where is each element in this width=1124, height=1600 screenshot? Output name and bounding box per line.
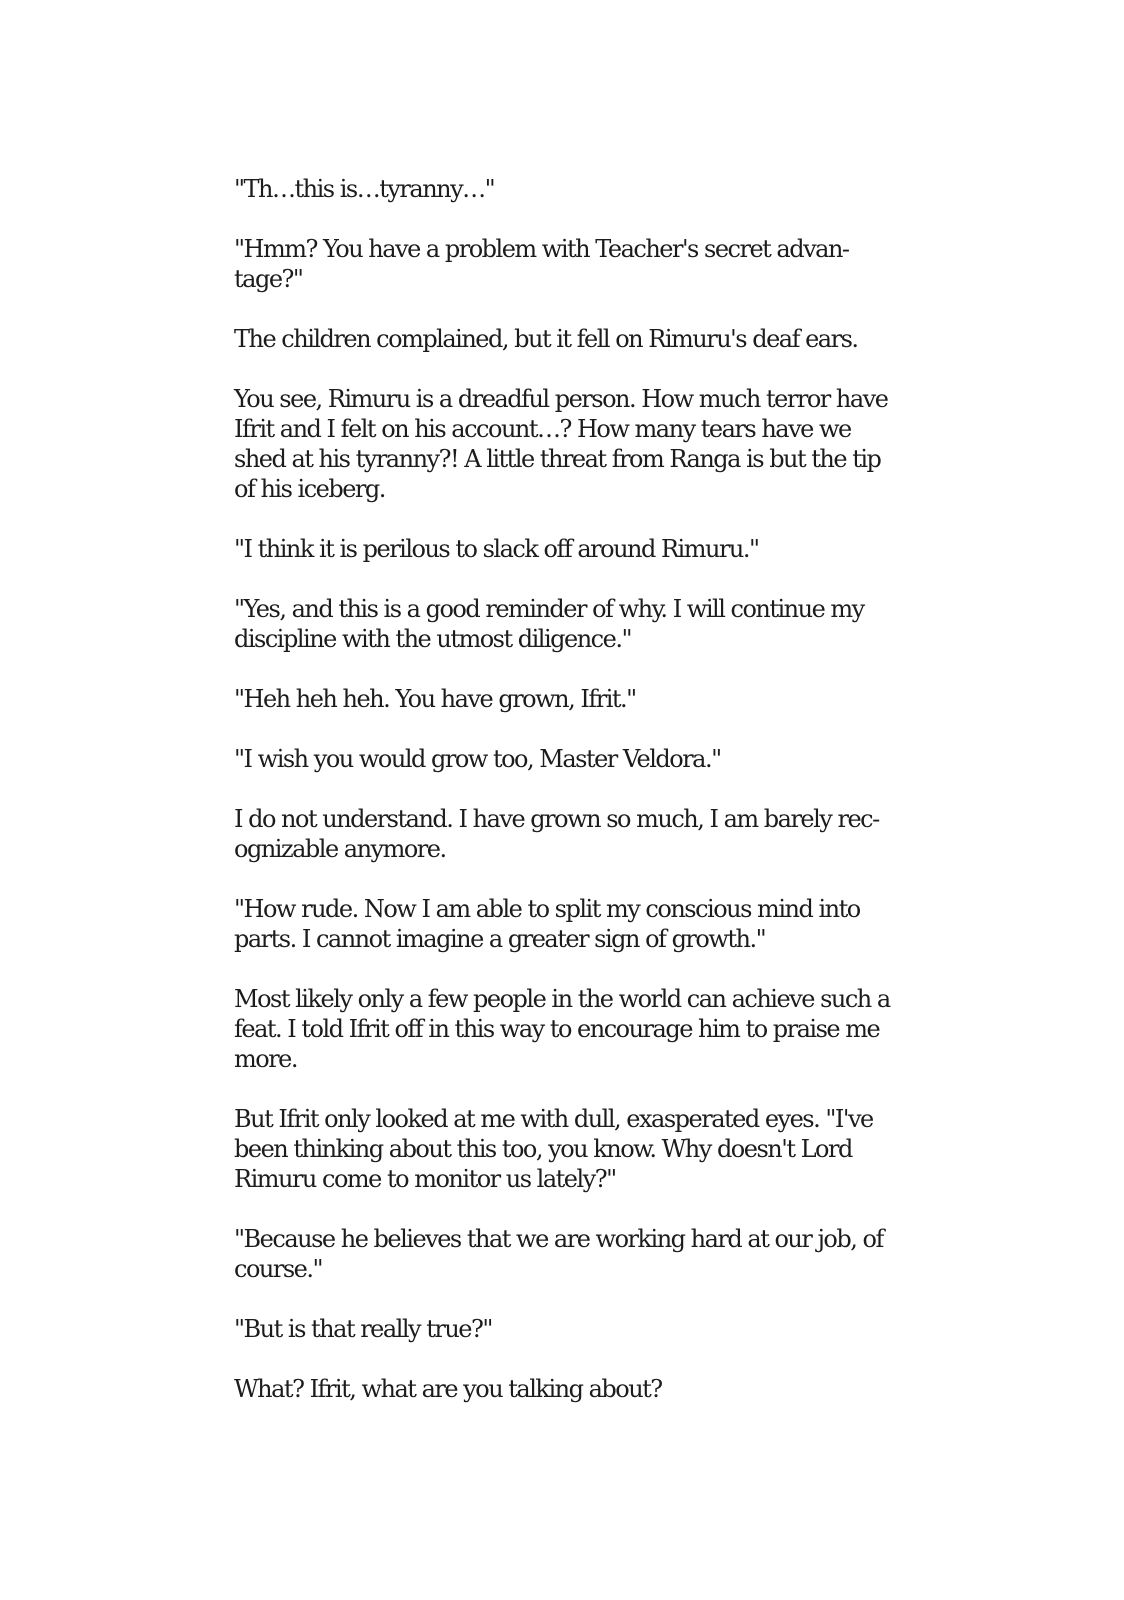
paragraph: "Hmm? You have a problem with Teacher's secret advan- tage?"	[234, 235, 849, 293]
paragraph: "I think it is perilous to slack off around Rimuru."	[234, 535, 759, 563]
paragraph: I do not understand. I have grown so much, I am barely rec- ognizable anymore.	[234, 805, 879, 863]
paragraph: "Heh heh heh. You have grown, Ifrit."	[234, 685, 636, 713]
paragraph: "How rude. Now I am able to split my conscious mind into parts. I cannot imagine a greater sign of growth."	[234, 895, 860, 953]
paragraph: Most likely only a few people in the world can achieve such a feat. I told Ifrit off in this way to encourage him to praise me more.	[234, 985, 890, 1073]
paragraph: "Yes, and this is a good reminder of why. I will continue my discipline with the utmost diligence."	[234, 595, 864, 653]
paragraph: "I wish you would grow too, Master Veldora."	[234, 745, 721, 773]
paragraph: "But is that really true?"	[234, 1315, 492, 1343]
paragraph: The children complained, but it fell on Rimuru's deaf ears.	[234, 325, 858, 353]
paragraph: But Ifrit only looked at me with dull, exasperated eyes. "I've been thinking about this too, you know. Why doesn't Lord Rimuru come to monitor us lately?"	[234, 1105, 873, 1193]
paragraph: What? Ifrit, what are you talking about?	[234, 1375, 662, 1403]
body-text	[234, 174, 894, 1434]
paragraph: You see, Rimuru is a dreadful person. How much terror have Ifrit and I felt on his account…? How many tears have we shed at his tyranny?! A little threat from Ranga is but the tip of his iceberg.	[234, 385, 888, 503]
paragraph: "Because he believes that we are working hard at our job, of course."	[234, 1225, 883, 1283]
paragraph: "Th…this is…tyranny…"	[234, 175, 495, 203]
